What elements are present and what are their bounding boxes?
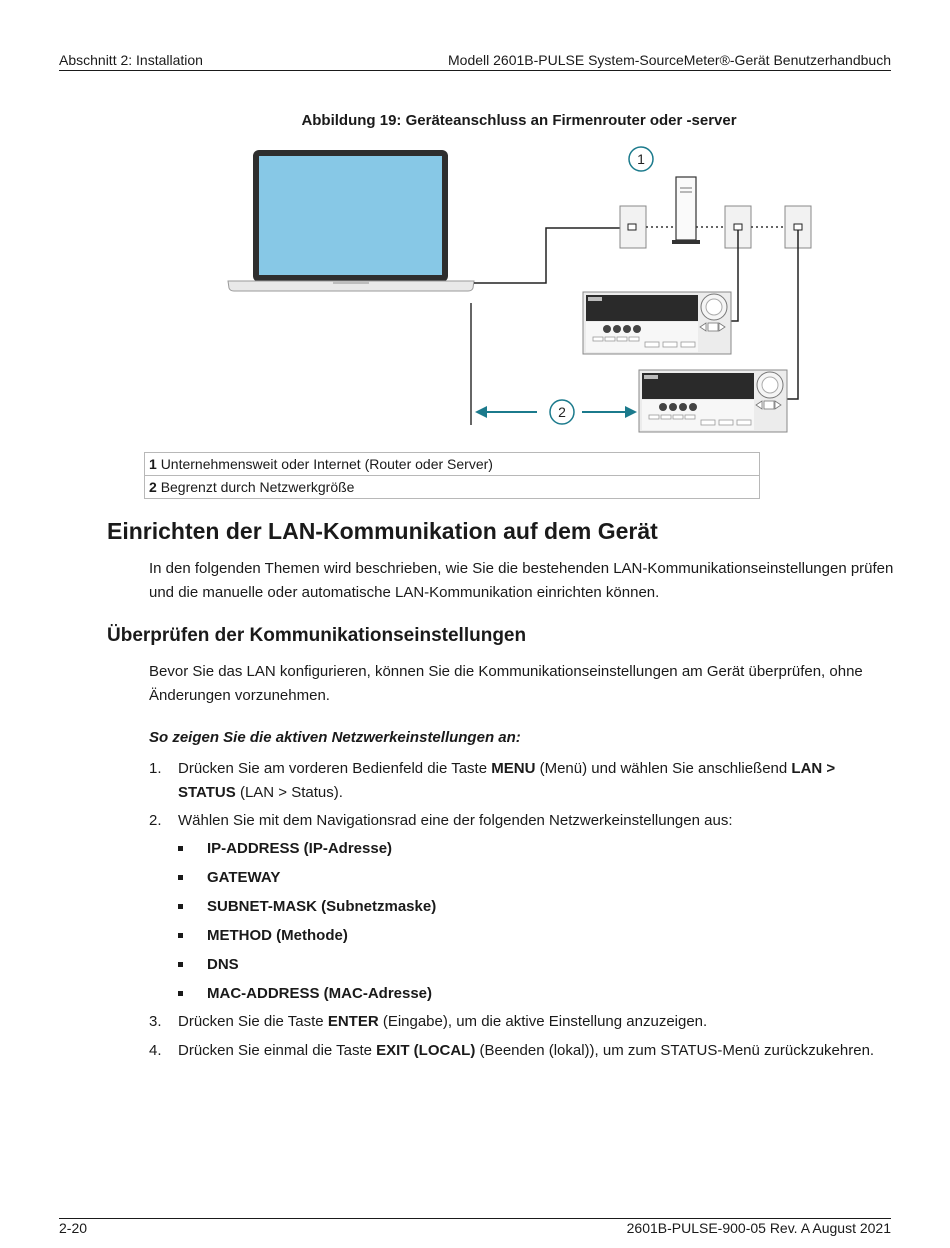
wall-jack-icon xyxy=(620,206,646,248)
sourcemeter-instrument-icon xyxy=(639,370,787,432)
footer-document-id: 2601B-PULSE-900-05 Rev. A August 2021 xyxy=(626,1220,891,1236)
laptop-cable xyxy=(474,228,627,283)
bullet-marker xyxy=(178,962,183,967)
laptop-icon xyxy=(228,150,474,291)
server-icon xyxy=(672,177,700,244)
step-number: 1. xyxy=(149,760,162,777)
step-text: Wählen Sie mit dem Navigationsrad eine der folgenden Netzwerkeinstellungen aus: xyxy=(178,812,733,829)
step-number: 4. xyxy=(149,1042,162,1059)
step-number: 2. xyxy=(149,812,162,829)
figure-legend-table xyxy=(144,452,760,499)
bullet-item: DNS xyxy=(178,955,239,975)
procedure-step xyxy=(149,1039,894,1063)
bullet-marker xyxy=(178,846,183,851)
network-diagram xyxy=(225,140,815,440)
legend-text: Unternehmensweit oder Internet (Router oder Server) xyxy=(160,456,493,472)
sourcemeter-instrument-icon xyxy=(583,292,731,354)
step-text: Drücken Sie die Taste ENTER (Eingabe), um die aktive Einstellung anzuzeigen. xyxy=(178,1013,708,1030)
bullet-item: METHOD (Methode) xyxy=(178,926,348,946)
procedure-step xyxy=(149,1010,894,1034)
bullet-item: GATEWAY xyxy=(178,868,280,888)
bullet-marker xyxy=(178,904,183,909)
figure-caption: Abbildung 19: Geräteanschluss an Firmenrouter oder -server xyxy=(301,112,737,129)
subsection-heading: Überprüfen der Kommunikationseinstellungen xyxy=(107,625,527,646)
procedure-title: So zeigen Sie die aktiven Netzwerkeinstellungen an: xyxy=(149,729,521,746)
footer-page-number: 2-20 xyxy=(59,1220,88,1236)
footer-rule xyxy=(59,1218,891,1219)
legend-text: Begrenzt durch Netzwerkgröße xyxy=(160,479,355,495)
section-intro: In den folgenden Themen wird beschrieben, wie Sie die bestehenden LAN-Kommunikationseinstellungen prüfen und die manuelle oder automatische LAN-Kommunikation einrichten können. xyxy=(149,560,894,601)
legend-row xyxy=(145,476,760,499)
callout-1-label: 1 xyxy=(637,151,645,167)
bullet-item: IP-ADDRESS (IP-Adresse) xyxy=(178,839,392,859)
step-text: Drücken Sie am vorderen Bedienfeld die Taste MENU (Menü) und wählen Sie anschließend LAN > STATUS (LAN > Status). xyxy=(178,760,836,801)
section-heading: Einrichten der LAN-Kommunikation auf dem Gerät xyxy=(107,518,658,544)
procedure-step xyxy=(149,809,894,833)
bullet-marker xyxy=(178,991,183,996)
procedure-step xyxy=(149,757,894,805)
step-number: 3. xyxy=(149,1013,162,1030)
legend-row xyxy=(145,453,760,476)
bullet-item: MAC-ADDRESS (MAC-Adresse) xyxy=(178,984,432,1004)
legend-number: 1 xyxy=(149,456,157,472)
bullet-item: SUBNET-MASK (Subnetzmaske) xyxy=(178,897,436,917)
bullet-marker xyxy=(178,875,183,880)
header-manual-title: Modell 2601B-PULSE System-SourceMeter®-Gerät Benutzerhandbuch xyxy=(448,52,891,68)
header-section: Abschnitt 2: Installation xyxy=(59,52,203,68)
step-text: Drücken Sie einmal die Taste EXIT (LOCAL) (Beenden (lokal)), um zum STATUS-Menü zurückzukehren. xyxy=(178,1042,875,1059)
bullet-marker xyxy=(178,933,183,938)
header-rule xyxy=(59,70,891,71)
callout-2-label: 2 xyxy=(558,404,566,420)
legend-number: 2 xyxy=(149,479,157,495)
subsection-intro: Bevor Sie das LAN konfigurieren, können Sie die Kommunikationseinstellungen am Gerät überprüfen, ohne Änderungen vorzunehmen. xyxy=(149,663,863,704)
